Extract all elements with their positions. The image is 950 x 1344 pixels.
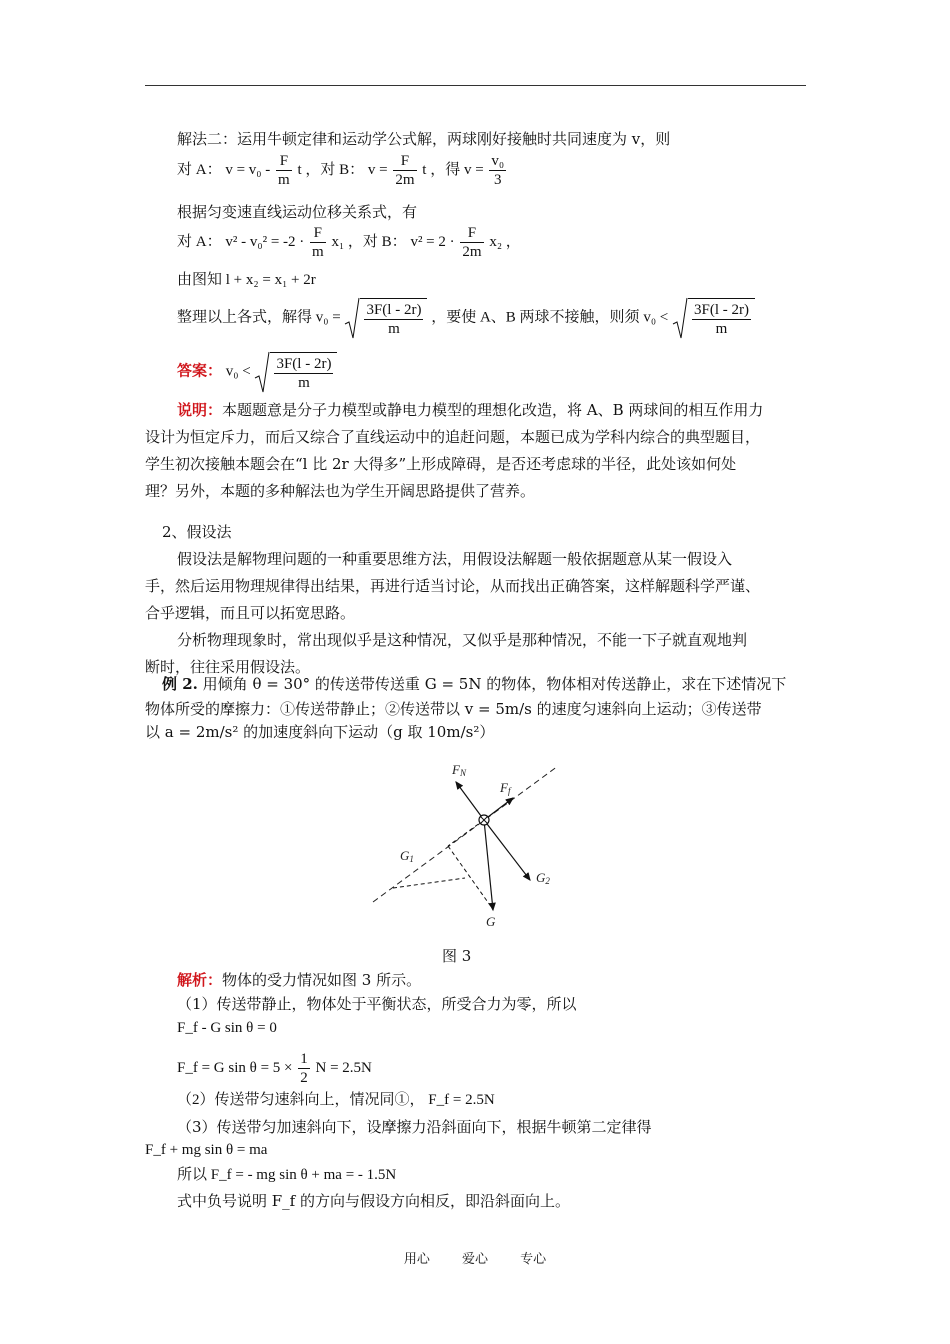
example-line-3: 以 a = 2m/s² 的加速度斜向下运动（g 取 10m/s²） — [145, 723, 495, 741]
label-g2: G2 — [536, 870, 550, 886]
header-rule — [145, 85, 806, 86]
eq-a: v = v₀ - — [225, 161, 271, 178]
final-text: 式中负号说明 F_f 的方向与假设方向相反，即沿斜面向上。 — [177, 1192, 570, 1210]
eq-condition: v₀ < — [643, 309, 669, 326]
answer-eq: v₀ < — [225, 363, 251, 380]
note-line-4: 理？另外，本题的多种解法也为学生开阔思路提供了营养。 — [145, 482, 536, 500]
var-x1: x₁ — [331, 233, 345, 250]
note-line-1: 说明：本题题意是分子力模型或静电力模型的理想化改造，将 A、B 两球间的相互作用力 — [177, 401, 764, 419]
fraction-f-over-2m: $\frac{F}{2m}$ — [395, 153, 415, 188]
eq2: F_f = G sin θ = 5 × $\frac{1}{2}$ N = 2.5N — [177, 1051, 372, 1086]
label-g1: G1 — [400, 848, 414, 864]
method2-intro: 解法二：运用牛顿定律和运动学公式解，两球刚好接触时共同速度为 v，则 — [177, 130, 671, 148]
eq-disp-b: v² = 2 · — [410, 233, 455, 250]
fraction-one-half: $\frac{1}{2}$ — [300, 1051, 308, 1086]
fraction-f-over-m: $\frac{F}{m}$ — [312, 225, 324, 260]
displacement-intro: 根据匀变速直线运动位移关系式，有 — [177, 203, 418, 221]
para1-line-1: 假设法是解物理问题的一种重要思维方法，用假设法解题一般依据题意从某一假设入 — [177, 550, 733, 568]
label-a: 对 A： — [177, 233, 222, 250]
answer-label: 答案： — [177, 363, 223, 380]
case2-line: （2）传送带匀速斜向上，情况同①， F_f = 2.5N — [177, 1092, 495, 1108]
normal-force-arrow — [456, 782, 484, 820]
figure-caption: 图 3 — [442, 947, 472, 965]
label-b: ，对 B： — [347, 233, 407, 250]
figure-relation: 由图知 l + x₂ = x₁ + 2r — [177, 272, 316, 288]
gravity-arrow — [484, 820, 493, 910]
example-line-1: 例 2. 用倾角 θ = 30° 的传送带传送重 G = 5N 的物体，物体相对传送静止，求在下述情况下 — [162, 675, 787, 693]
note-label: 说明： — [177, 401, 223, 419]
var-x2: x₂ — [489, 233, 503, 250]
answer-line — [177, 352, 337, 392]
incline-line — [373, 766, 558, 902]
eq-v0: v₀ = — [315, 309, 341, 326]
note-line-3: 学生初次接触本题会在“l 比 2r 大得多”上形成障碍，是否还考虑球的半径，此处该如何处 — [145, 455, 737, 473]
case1-text: （1）传送带静止，物体处于平衡状态，所受合力为零，所以 — [177, 995, 577, 1013]
para1-line-2: 手，然后运用物理规律得出结果，再进行适当讨论，从而找出正确答案，这样解题科学严谨、 — [145, 577, 761, 595]
eq3: F_f + mg sin θ = ma — [145, 1142, 268, 1158]
para2-line-1: 分析物理现象时，常出现似乎是这种情况，又似乎是那种情况，不能一下子就直观地判 — [177, 631, 748, 649]
analysis-line: 解析：物体的受力情况如图 3 所示。 — [177, 971, 422, 989]
result-label: ，得 v = — [430, 161, 484, 178]
fraction-f-over-m: $\frac{F}{m}$ — [278, 153, 290, 188]
label-g: G — [486, 914, 496, 929]
label-b: ，对 B： — [305, 161, 365, 178]
eq1: F_f - G sin θ = 0 — [177, 1020, 277, 1036]
force-diagram — [360, 760, 580, 932]
note-line-2: 设计为恒定斥力，而后又综合了直线运动中的追赶问题，本题已成为学科内综合的典型题目， — [145, 428, 761, 446]
fraction-f-over-2m: $\frac{F}{2m}$ — [462, 225, 482, 260]
eq-disp-a: v² - v₀² = -2 · — [225, 233, 305, 250]
eq-b: v = — [367, 161, 388, 178]
label-a: 对 A： — [177, 161, 222, 178]
case3-text: （3）传送带匀加速斜向下，设摩擦力沿斜面向下，根据牛顿第二定律得 — [177, 1118, 652, 1136]
var-t: t — [422, 161, 427, 178]
label-fn: FN — [452, 762, 466, 778]
sqrt-expression: $\frac{3F(l - 2r)}{m}$ — [672, 298, 755, 338]
sqrt-expression: $\frac{3F(l - 2r)}{m}$ — [344, 298, 427, 338]
sqrt-expression: $\frac{3F(l - 2r)}{m}$ — [254, 352, 337, 392]
eq4-line: 所以 F_f = - mg sin θ + ma = - 1.5N — [177, 1167, 397, 1183]
fraction-v0-over-3: $\frac{\text{v₀}}{3}$ — [491, 153, 505, 188]
solve-line: 整理以上各式，解得 v₀ = $\frac{3F(l - 2r)}{m}$ ，要使 A、B 两球不接触，则须 v₀ < $\frac{3F(l - 2r)}{m}$ — [177, 298, 755, 338]
para1-line-3: 合乎逻辑，而且可以拓宽思路。 — [145, 604, 356, 622]
section-title: 2、假设法 — [162, 523, 232, 541]
para2-line-2: 断时，往往采用假设法。 — [145, 658, 311, 676]
eq-relation: l + x₂ = x₁ + 2r — [225, 272, 316, 288]
example-line-2: 物体所受的摩擦力：①传送带静止；②传送带以 v = 5m/s 的速度匀速斜向上运动；③传送带 — [145, 700, 762, 718]
displacement-equations: 对 A： v² - v₀² = -2 · $\frac{F}{m}$ x₁ ，对 B： v² = 2 · $\frac{F}{2m}$ x₂ ， — [177, 225, 521, 260]
velocity-equations — [177, 152, 508, 189]
label-ff: Ff — [500, 780, 511, 796]
var-t: t — [297, 161, 302, 178]
g2-arrow — [484, 820, 530, 880]
page-footer: 用心 爱心 专心 — [403, 1252, 547, 1267]
analysis-label: 解析： — [177, 971, 223, 989]
example-label: 例 2. — [162, 675, 198, 693]
